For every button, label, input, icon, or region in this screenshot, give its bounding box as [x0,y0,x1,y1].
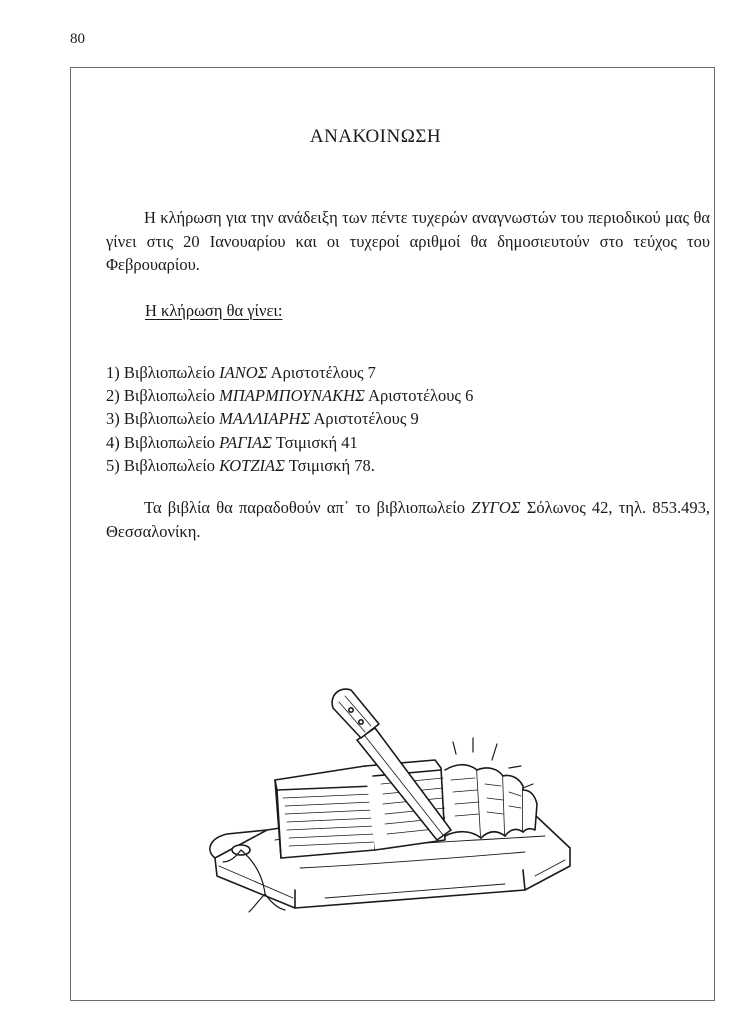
item-number: 4) [106,432,120,452]
item-prefix: Βιβλιοπωλείο [123,432,216,452]
item-prefix: Βιβλιοπωλείο [123,455,216,475]
list-item [106,431,473,454]
store-address: Αριστοτέλους 7 [270,363,376,382]
item-number: 5) [106,455,120,475]
store-name: ΜΠΑΡΜΠΟΥΝΑΚΗΣ [219,386,365,406]
store-address: Αριστοτέλους 6 [368,386,474,406]
announcement-title: ΑΝΑΚΟΙΝΩΣΗ [309,126,442,147]
intro-text: Η κλήρωση για την ανάδειξη των πέντε τυχερών αναγνωστών του περιοδικού μας θα γίνει στις 20 Ιανουαρίου και οι τυχεροί αριθμοί θα δημοσιευτούν στο τεύχος του Φεβρουαρίου. [106,208,710,274]
delivery-paragraph [106,496,710,543]
intro-paragraph [106,206,710,277]
store-name: ΙΑΝΟΣ [219,363,268,382]
store-name: ΜΑΛΛΙΑΡΗΣ [219,409,311,429]
delivery-text-after: Σόλωνος 42, τηλ. 853.493, Θεσσαλονίκη. [106,498,711,541]
item-prefix: Βιβλιοπωλείο [123,409,216,429]
list-item [106,361,473,384]
draw-heading: Η κλήρωση θα γίνει: [145,301,283,320]
delivery-store-name: ΖΥΓΟΣ [471,498,521,517]
item-number: 1) [106,363,120,382]
store-address: Αριστοτέλους 9 [313,409,419,429]
list-item [106,384,473,407]
store-name: ΡΑΓΙΑΣ [219,432,272,452]
list-item [106,454,473,477]
list-item [106,407,473,430]
delivery-text-before: Τα βιβλία θα παραδοθούν απ᾽ το βιβλιοπωλείο [144,498,465,517]
store-address: Τσιμισκή 41 [275,432,358,452]
store-address: Τσιμισκή 78. [288,455,375,475]
knife-book-illustration-icon [205,680,585,920]
item-number: 2) [106,386,120,406]
item-prefix: Βιβλιοπωλείο [123,386,216,406]
page-number: 80 [70,31,85,47]
bookstore-list [106,361,473,477]
item-prefix: Βιβλιοπωλείο [123,363,216,382]
store-name: ΚΟΤΖΙΑΣ [219,455,285,475]
item-number: 3) [106,409,120,429]
